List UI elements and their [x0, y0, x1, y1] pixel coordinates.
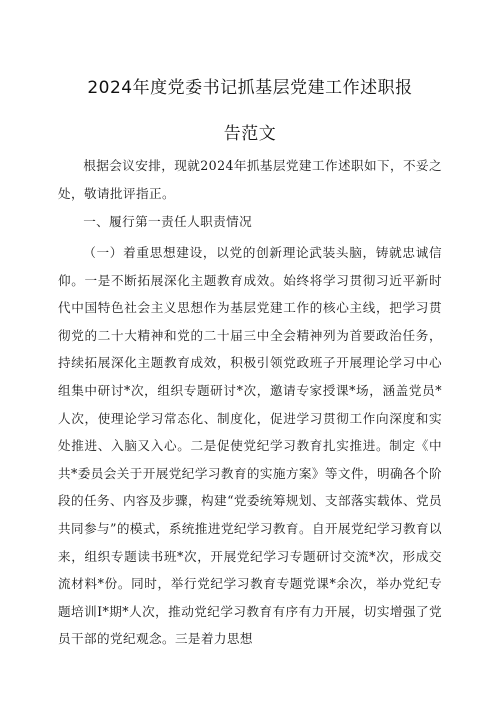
- document-title-line-2: 告范文: [223, 124, 277, 144]
- section-1-heading: 一、履行第一责任人职责情况: [83, 214, 253, 229]
- section-1-paragraph-1: （一）着重思想建设，以党的创新理论武装头脑，铸就忠诚信仰。一是不断拓展深化主题教育成效。始终将学习贯彻习近平新时代中国特色社会主义思想作为基层党建工作的核心主线，把学习贯彻党的二十大精神和党的二十届三中全会精神列为首要政治任务，持续拓展深化主题教育成效，积极引领党政班子开展理论学习中心组集中研讨*次，组织专题研讨*次，邀请专家授课*场，涵盖党员*人次，使理论学习常态化、制度化，促进学习贯彻工作向深度和实处推进、入脑又入心。二是促使党纪学习教育扎实推进。制定《中共*委员会关于开展党纪学习教育的实施方案》等文件，明确各个阶段的任务、内容及步骤，构建“党委统筹规划、支部落实载体、党员共同参与”的模式，系统推进党纪学习教育。自开展党纪学习教育以来，组织专题读书班*次，开展党纪学习专题研讨交流*次，形成交流材料*份。同时，举行党纪学习教育专题党课*余次，举办党纪专题培训I*期*人次，推动党纪学习教育有序有力开展，切实增强了党员干部的党纪观念。三是着力思想: [58, 245, 442, 647]
- intro-paragraph: 根据会议安排，现就2024年抓基层党建工作述职如下，不妥之处，敬请批评指正。: [58, 158, 442, 201]
- document-title-line-1: 2024年度党委书记抓基层党建工作述职报: [87, 78, 413, 98]
